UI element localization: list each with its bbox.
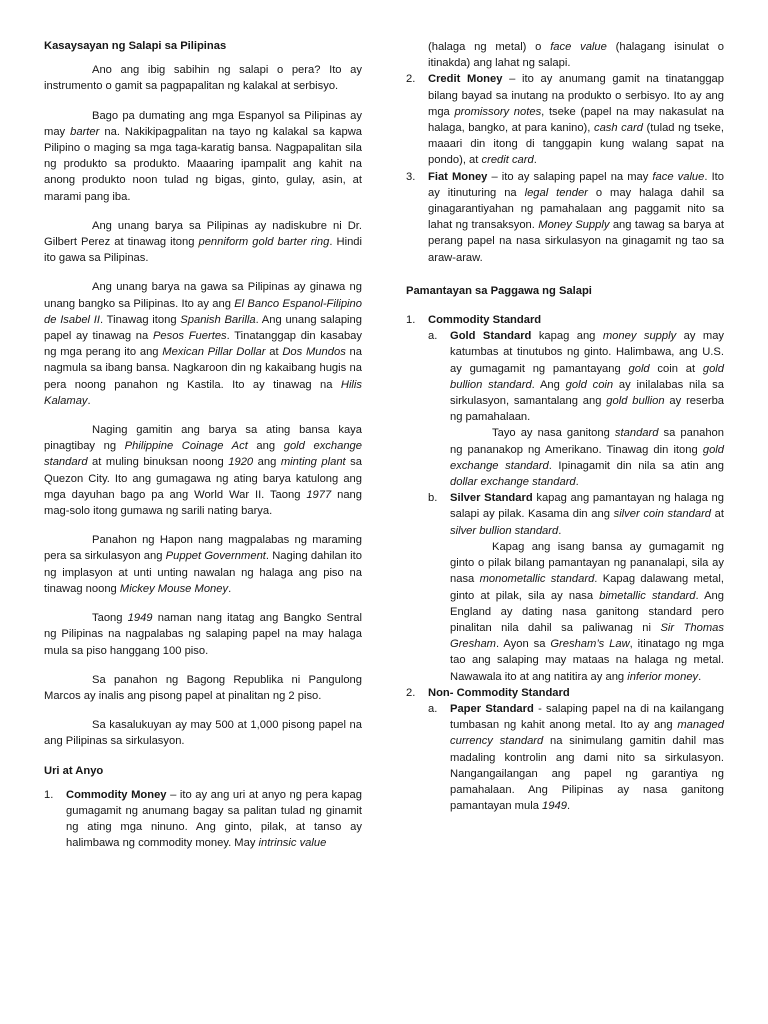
- list-number: 3.: [406, 170, 416, 183]
- sub-letter: a.: [428, 330, 438, 343]
- paragraph-8: Sa panahon ng Bagong Republika ni Pangulong Marcos ay inalis ang pisong papel at pinalitan ng 2 piso.: [44, 673, 362, 702]
- list-number: 1.: [406, 314, 416, 327]
- sub-item-gold-standard: a. Gold Standard kapag ang money supply ay may katumbas at tinutubos ng ginto. Halimbawa, ang U.S. ay gumagamit ng pamantayang gold coin at gold bullion standard. Ang gold coin ay inilalabas nila sa sirkulasyon, samantalang ang gold bullion ay reserba ng pamahalaan. Tayo ay nasa ganitong standard sa panahon ng pananakop ng Amerikano. Tinawag din itong gold exchange standard. Ipinagamit din nila sa atin ang dollar exchange standard.: [406, 328, 724, 490]
- section-title-pamantayan: Pamantayan sa Paggawa ng Salapi: [406, 284, 592, 297]
- right-column: [406, 39, 724, 814]
- list-number: 2.: [406, 73, 416, 86]
- paragraph-4: Ang unang barya na gawa sa Pilipinas ay ginawa ng unang bangko sa Pilipinas. Ito ay ang El Banco Espanol-Filipino de Isabel II. Tinawag itong Spanish Barilla. Ang unang salaping papel ay tinawag na Pesos Fuertes. Tinatanggap din kasabay ng mga perang ito ang Mexican Pillar Dollar at Dos Mundos na nagmula sa ibang bansa. Nagkaroon din ng kakaibang hugis na pera noong panahon ng Kastila. Ito ay tinawag na Hilis Kalamay.: [44, 281, 362, 407]
- gold-standard-detail: Tayo ay nasa ganitong standard sa panahon ng pananakop ng Amerikano. Tinawag din itong gold exchange standard. Ipinagamit din nila sa atin ang dollar exchange standard.: [450, 427, 724, 489]
- list-item-fiat-money: 3. Fiat Money – ito ay salaping papel na may face value. Ito ay itinuturing na legal tender o may halaga dahil sa ginagarantiyahan ng pamahalaan ang paggamit nito sa lahat ng transaksyon. Money Supply ang tawag sa barya at perang papel na nasa sirkulasyon na ginagamit ng tao sa araw-araw.: [406, 170, 725, 264]
- paragraph-5: Naging gamitin ang barya sa ating bansa kaya pinagtibay ng Philippine Coinage Act ang gold exchange standard at muling binuksan noong 1920 ang minting plant sa Quezon City. Ito ang gumagawa ng ating barya katulong ang mga dayuhan bago pa ang World War II. Taong 1977 nang mag-solo itong gumawa ng sarili nating barya.: [44, 424, 362, 518]
- paragraph-9: Sa kasalukuyan ay may 500 at 1,000 pisong papel na ang Pilipinas sa sirkulasyon.: [44, 719, 362, 748]
- section-title-uri-at-anyo: Uri at Anyo: [44, 764, 104, 777]
- paragraph-2: Bago pa dumating ang mga Espanyol sa Pilipinas ay may barter na. Nakikipagpalitan na tayo ng kalakal sa kapwa Pilipino o maging sa mga taga-karatig bansa. Nagpapalitan sila ng produkto sa produkto. Maaaring ipampalit ang kahit na anong produkto noon tulad ng bigas, ginto, gulay, asin, at marami pang iba.: [44, 109, 362, 203]
- sub-item-silver-standard: b. Silver Standard kapag ang pamantayan ng halaga ng salapi ay pilak. Kasama din ang silver coin standard at silver bullion standard. Kapag ang isang bansa ay gumagamit ng ginto o pilak bilang pamantayan ng pananalapi, sila ay nasa monometallic standard. Kapag dalawang metal, ginto at pilak, sila ay nasa bimetallic standard. Ang England ay dating nasa ganitong standard pero pinalitan nila dahil sa paliwanag ni Sir Thomas Gresham. Ayon sa Gresham’s Law, itinatago ng mga tao ang salaping may mataas na halaga ng metal. Nawawala ito at ang natitira ay ang inferior money.: [406, 490, 724, 684]
- list-item-commodity-standard: 1. Commodity Standard: [406, 312, 724, 328]
- sub-letter: a.: [428, 702, 438, 715]
- paragraph-1: Ano ang ibig sabihin ng salapi o pera? Ito ay instrumento o gamit sa pagpapalitan ng kalakal at serbisyo.: [44, 64, 362, 93]
- list-item-credit-money: 2. Credit Money – ito ay anumang gamit na tinatanggap bilang bayad sa inutang na produkto o serbisyo. Ito ay ang mga promissory notes, tseke (papel na may nakasulat na halaga, bangko, at para kanino), cash card (tulad ng tseke, maaari din itong di tanggapin kung walang sapat na pondo), at credit card.: [406, 73, 724, 167]
- list-item-non-commodity-standard: 2. Non- Commodity Standard: [406, 685, 724, 701]
- paragraph-7: Taong 1949 naman nang itatag ang Bangko Sentral ng Pilipinas na nagpalabas ng salaping papel na may halaga mula sa piso hanggang 100 piso.: [44, 612, 362, 657]
- list-number: 1.: [44, 788, 54, 801]
- silver-standard-detail: Kapag ang isang bansa ay gumagamit ng ginto o pilak bilang pamantayan ng pananalapi, sila ay nasa monometallic standard. Kapag dalawang metal, ginto at pilak, sila ay nasa bimetallic standard. Ang England ay dating nasa ganitong standard pero pinalitan nila dahil sa paliwanag ni Sir Thomas Gresham. Ayon sa Gresham’s Law, itinatago ng mga tao ang salaping may mataas na halaga ng metal. Nawawala ito at ang natitira ay ang inferior money.: [450, 540, 725, 683]
- list-number: 2.: [406, 686, 416, 699]
- sub-item-paper-standard: a. Paper Standard - salaping papel na di na kailangang tumbasan ng kahit anong metal. Ito ay ang managed currency standard na sinimulang gamitin dahil mas madaling kontrolin ang dami nito sa sirkulasyon. Nangangailangan ang papel ng garantiya ng pamahalaan. Ang Pilipinas ay nasa ganitong pamantayan mula 1949.: [428, 702, 724, 813]
- paragraph-3: Ang unang barya sa Pilipinas ay nadiskubre ni Dr. Gilbert Perez at tinawag itong penniform gold barter ring. Hindi ito gawa sa Pilipinas.: [44, 219, 362, 265]
- list-item-commodity-money: 1. Commodity Money – ito ay ang uri at anyo ng pera kapag gumagamit ng anumang bagay sa palitan tulad ng ginamit ng ating mga ninuno. Ang ginto, pilak, at tanso ay halimbawa ng commodity money. May intrinsic value: [44, 788, 362, 850]
- paragraph-6: Panahon ng Hapon nang magpalabas ng maraming pera sa sirkulasyon ang Puppet Government. Naging dahilan ito ng implasyon at unti unting nawalan ng halaga ang piso na tinawag noong Mickey Mouse Money.: [44, 534, 362, 595]
- section-title-kasaysayan: Kasaysayan ng Salapi sa Pilipinas: [44, 40, 227, 52]
- sub-letter: b.: [428, 492, 438, 505]
- left-column: [44, 38, 362, 852]
- list-item-commodity-money-continued: (halaga ng metal) o face value (halagang isinulat o itinakda) ang lahat ng salapi.: [428, 41, 724, 70]
